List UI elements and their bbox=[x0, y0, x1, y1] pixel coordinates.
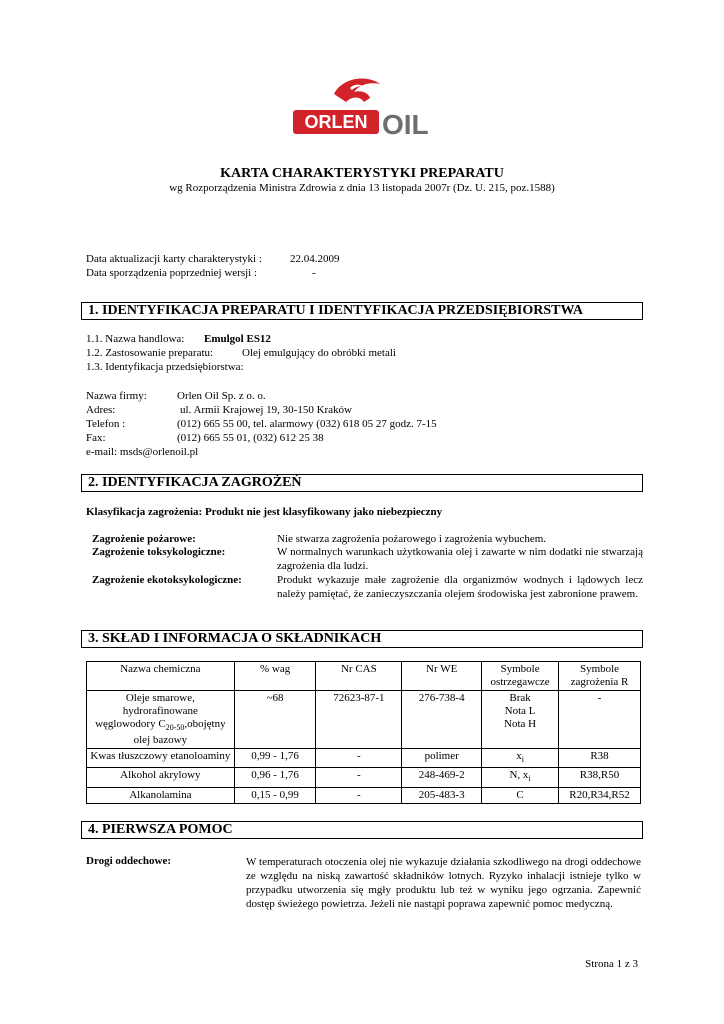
hazard-text-toxic: W normalnych warunkach użytkowania olej i zawarte w nim dodatki nie stwarzają zagrożenia dla ludzi. bbox=[277, 546, 643, 572]
contact-label: Nazwa firmy: bbox=[86, 390, 147, 402]
table-header-cell: Nazwa chemiczna bbox=[87, 662, 235, 691]
symbol-text: N, x bbox=[509, 769, 529, 782]
table-cell: polimer bbox=[402, 749, 482, 768]
contact-label: Telefon : bbox=[86, 418, 126, 430]
name-prefix: węglowodory C bbox=[95, 718, 166, 730]
logo-suffix-text: OIL bbox=[382, 109, 429, 140]
table-row bbox=[87, 749, 641, 768]
hazard-label-eco: Zagrożenie ekotoksykologiczne: bbox=[92, 574, 242, 586]
table-cell: - bbox=[316, 768, 402, 787]
logo-brand-text: ORLEN bbox=[304, 112, 368, 132]
table-cell-name: Alkohol akrylowy bbox=[87, 768, 235, 787]
table-cell: R20,R34,R52 bbox=[559, 787, 641, 803]
table-cell-symbols bbox=[482, 749, 559, 768]
table-cell: 248-469-2 bbox=[402, 768, 482, 787]
update-date-label: Data aktualizacji karty charakterystyki : bbox=[86, 253, 262, 265]
table-cell-name bbox=[87, 691, 235, 749]
table-row bbox=[87, 787, 641, 803]
table-header-cell: Nr WE bbox=[402, 662, 482, 691]
contact-value: (012) 665 55 00, tel. alarmowy (032) 618 05 27 godz. 7-15 bbox=[177, 418, 437, 430]
page-number: Strona 1 z 3 bbox=[585, 958, 638, 970]
table-cell: C bbox=[482, 787, 559, 803]
symbol-line: Nota L bbox=[504, 705, 536, 717]
table-row bbox=[87, 768, 641, 787]
name-subscript: 20-50 bbox=[165, 723, 185, 733]
table-cell: 72623-87-1 bbox=[316, 691, 402, 749]
company-id-label: 1.3. Identyfikacja przedsiębiorstwa: bbox=[86, 361, 244, 373]
hazard-text-fire: Nie stwarza zagrożenia pożarowego i zagrożenia wybuchem. bbox=[277, 533, 547, 545]
table-cell: 276-738-4 bbox=[402, 691, 482, 749]
table-cell: R38,R50 bbox=[559, 768, 641, 787]
first-aid-breath-text: W temperaturach otoczenia olej nie wykazuje działania szkodliwego na drogi oddechowe ze względu na niską zawartość składników lotnych. Ryzyko inhalacji istnieje tylko w przypadku utworzenia się mgły produktu lub też w wyniku jego ogrzania. Zapewnić dostęp świeżego powietrza. Jeżeli nie nastąpi poprawa zapewnić pomoc medyczną. bbox=[246, 856, 641, 910]
table-cell-symbols bbox=[482, 691, 559, 749]
table-cell-symbols bbox=[482, 768, 559, 787]
table-header-cell: Symbole zagrożenia R bbox=[559, 662, 641, 691]
trade-name-label: 1.1. Nazwa handlowa: bbox=[86, 333, 185, 345]
first-aid-breath-label: Drogi oddechowe: bbox=[86, 855, 172, 867]
table-header-cell: Nr CAS bbox=[316, 662, 402, 691]
table-cell: - bbox=[316, 749, 402, 768]
use-label: 1.2. Zastosowanie preparatu: bbox=[86, 347, 214, 359]
table-cell-name: Alkanolamina bbox=[87, 787, 235, 803]
contact-email: e-mail: msds@orlenoil.pl bbox=[86, 446, 199, 458]
symbol-subscript: i bbox=[521, 755, 524, 765]
section-2-heading: 2. IDENTYFIKACJA ZAGROŻEŃ bbox=[81, 474, 643, 492]
table-cell: 0,15 - 0,99 bbox=[234, 787, 316, 803]
name-line: hydrorafinowane bbox=[122, 705, 198, 717]
hazard-text-eco: Produkt wykazuje małe zagrożenie dla organizmów wodnych i lądowych lecz należy pamiętać, że zanieczyszczania olejem środowiska jest zabronione prawem. bbox=[277, 574, 643, 600]
contact-label: Fax: bbox=[86, 432, 106, 444]
update-date-value: 22.04.2009 bbox=[290, 253, 340, 265]
hazard-label-fire: Zagrożenie pożarowe: bbox=[92, 533, 196, 545]
table-cell: ~68 bbox=[234, 691, 316, 749]
name-line: olej bazowy bbox=[133, 734, 188, 747]
symbol-line: Nota H bbox=[504, 718, 537, 730]
contact-value: ul. Armii Krajowej 19, 30-150 Kraków bbox=[180, 404, 352, 416]
name-postfix: ,obojętny bbox=[184, 718, 226, 730]
symbol-text: x bbox=[516, 750, 522, 763]
table-cell-name: Kwas tłuszczowy etanoloaminy bbox=[87, 749, 235, 768]
name-line: Oleje smarowe, bbox=[125, 692, 195, 704]
composition-table bbox=[86, 661, 641, 804]
table-cell: 0,99 - 1,76 bbox=[234, 749, 316, 768]
table-cell: - bbox=[316, 787, 402, 803]
section-1-heading: 1. IDENTYFIKACJA PREPARATU I IDENTYFIKACJA PRZEDSIĘBIORSTWA bbox=[81, 302, 643, 320]
orlen-oil-logo bbox=[290, 72, 450, 142]
table-row bbox=[87, 691, 641, 749]
orlen-eagle-icon bbox=[290, 72, 450, 142]
name-line-formula bbox=[89, 718, 232, 734]
symbol-line: Brak bbox=[509, 692, 531, 704]
contact-label: Adres: bbox=[86, 404, 116, 416]
table-header-cell: % wag bbox=[234, 662, 316, 691]
symbol-subscript: i bbox=[528, 774, 531, 784]
table-header-row bbox=[87, 662, 641, 691]
document-subtitle: wg Rozporządzenia Ministra Zdrowia z dnia 13 listopada 2007r (Dz. U. 215, poz.1588) bbox=[169, 182, 555, 194]
use-value: Olej emulgujący do obróbki metali bbox=[242, 347, 396, 359]
section-3-heading: 3. SKŁAD I INFORMACJA O SKŁADNIKACH bbox=[81, 630, 643, 648]
table-header-cell: Symbole ostrzegawcze bbox=[482, 662, 559, 691]
previous-date-value: - bbox=[312, 267, 316, 279]
hazard-label-toxic: Zagrożenie toksykologiczne: bbox=[92, 546, 226, 558]
trade-name-value: Emulgol ES12 bbox=[204, 333, 271, 345]
table-cell: - bbox=[559, 691, 641, 749]
document-title: KARTA CHARAKTERYSTYKI PREPARATU bbox=[220, 166, 504, 181]
classification-text: Klasyfikacja zagrożenia: Produkt nie jest klasyfikowany jako niebezpieczny bbox=[86, 506, 443, 518]
section-4-heading: 4. PIERWSZA POMOC bbox=[81, 821, 643, 839]
contact-value: Orlen Oil Sp. z o. o. bbox=[177, 390, 266, 402]
contact-value: (012) 665 55 01, (032) 612 25 38 bbox=[177, 432, 324, 444]
table-cell: R38 bbox=[559, 749, 641, 768]
previous-date-label: Data sporządzenia poprzedniej wersji : bbox=[86, 267, 258, 279]
table-cell: 0,96 - 1,76 bbox=[234, 768, 316, 787]
table-cell: 205-483-3 bbox=[402, 787, 482, 803]
